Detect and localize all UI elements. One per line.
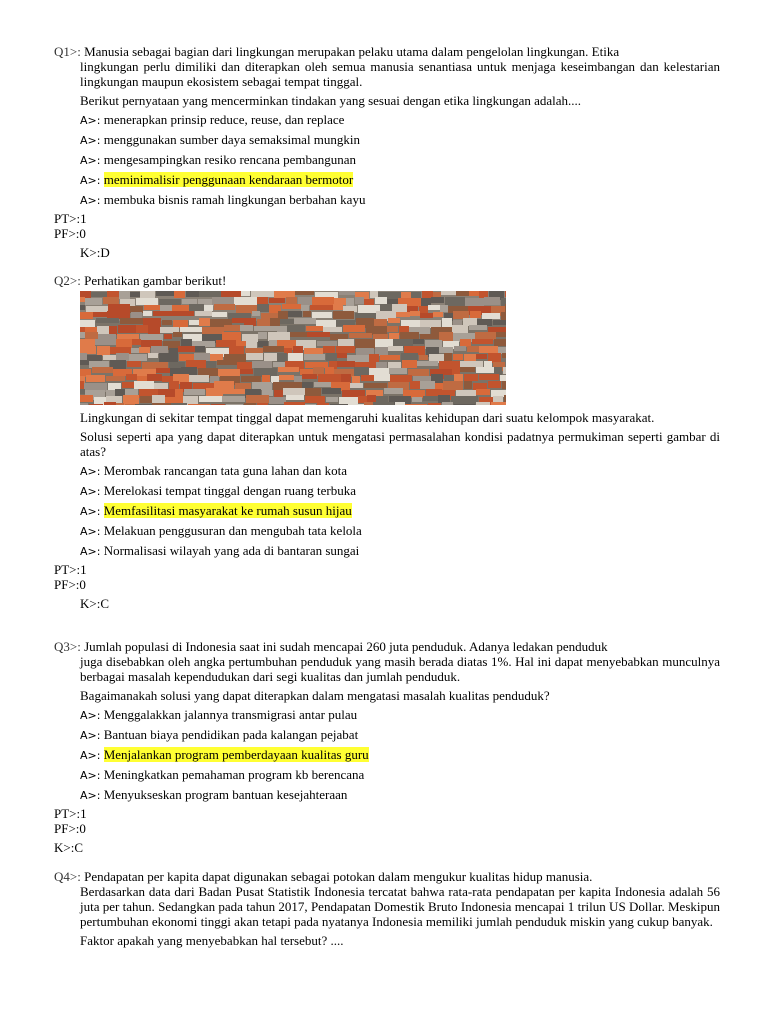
option-e: A>: Normalisasi wilayah yang ada di bantaran sungai bbox=[80, 543, 360, 558]
question-title: Perhatikan gambar berikut! bbox=[84, 273, 227, 288]
option-c-correct: A>: Memfasilitasi masyarakat ke rumah susun hijau bbox=[80, 503, 352, 518]
option-a: A>: Merombak rancangan tata guna lahan dan kota bbox=[80, 463, 347, 478]
option-b: A>: Merelokasi tempat tinggal dengan ruang terbuka bbox=[80, 483, 357, 498]
question-2 bbox=[54, 273, 720, 611]
option-b: A>: menggunakan sumber daya semaksimal mungkin bbox=[80, 132, 361, 147]
option-d: A>: Meningkatkan pemahaman program kb berencana bbox=[80, 767, 365, 782]
question-label: Q1>: bbox=[54, 44, 81, 59]
question-lead-text: Manusia sebagai bagian dari lingkungan merupakan pelaku utama dalam bbox=[84, 44, 464, 59]
option-d-correct: A>: meminimalisir penggunaan kendaraan bermotor bbox=[80, 172, 354, 187]
question-1-intro bbox=[54, 44, 720, 59]
question-4 bbox=[54, 869, 720, 948]
question-intro-rest: juga disebabkan oleh angka pertumbuhan penduduk yang masih berada diatas 1%. Hal ini dapat menyebabkan munculnya berbagai masalah kependudukan dari segi kualitas dan jumlah penduduk. bbox=[80, 654, 720, 684]
question-lead-text: Jumlah populasi di Indonesia saat ini sudah mencapai 260 juta penduduk. bbox=[84, 639, 467, 654]
question-label: Q4>: bbox=[54, 869, 81, 884]
option-c: A>: mengesampingkan resiko rencana pembangunan bbox=[80, 152, 357, 167]
point-true: PT>:1 bbox=[54, 211, 87, 226]
option-c-correct: A>: Menjalankan program pemberdayaan kualitas guru bbox=[80, 747, 369, 762]
question-label: Q3>: bbox=[54, 639, 81, 654]
point-true: PT>:1 bbox=[54, 806, 87, 821]
question-lead-rest: Adanya ledakan penduduk bbox=[466, 639, 608, 654]
point-false: PF>:0 bbox=[54, 821, 86, 836]
answer-key: K>:C bbox=[80, 596, 110, 611]
question-1 bbox=[54, 44, 720, 260]
question-2-title bbox=[54, 273, 720, 288]
option-e: A>: membuka bisnis ramah lingkungan berbahan kayu bbox=[80, 192, 366, 207]
question-3 bbox=[54, 639, 720, 855]
question-intro-rest: lingkungan perlu dimiliki dan diterapkan oleh semua manusia senantiasa untuk menjaga keseimbangan dan kelestarian lingkungan maupun ekosistem sebagai tempat tinggal. bbox=[80, 59, 720, 89]
point-true: PT>:1 bbox=[54, 562, 87, 577]
dense-settlement-photo bbox=[80, 291, 506, 405]
option-d: A>: Melakuan penggusuran dan mengubah tata kelola bbox=[80, 523, 362, 538]
question-prompt: Faktor apakah yang menyebabkan hal tersebut? .... bbox=[80, 933, 344, 948]
question-prompt: Bagaimanakah solusi yang dapat diterapkan dalam mengatasi masalah kualitas penduduk? bbox=[80, 688, 550, 703]
question-intro-rest: Berdasarkan data dari Badan Pusat Statistik Indonesia tercatat bahwa rata-rata pendapatan per kapita Indonesia adalah 56 juta per tahun. Sedangkan pada tahun 2017, Pendapatan Domestik Bruto Indonesia mencapai 1 trilun US Dollar. Meskipun pertumbuhan ekonomi tinggi akan tetapi pada nyatanya Indonesia memiliki jumlah penduduk miskin yang cukup banyak. bbox=[80, 884, 720, 929]
option-e: A>: Menyukseskan program bantuan kesejahteraan bbox=[80, 787, 348, 802]
question-prompt: Berikut pernyataan yang mencerminkan tindakan yang sesuai dengan etika lingkungan adalah.... bbox=[80, 93, 582, 108]
question-4-intro bbox=[54, 869, 720, 884]
point-false: PF>:0 bbox=[54, 226, 86, 241]
option-b: A>: Bantuan biaya pendidikan pada kalangan pejabat bbox=[80, 727, 359, 742]
question-paragraph-1: Lingkungan di sekitar tempat tinggal dapat memengaruhi kualitas kehidupan dari suatu kelompok masyarakat. bbox=[80, 410, 655, 425]
answer-key: K>:C bbox=[54, 840, 84, 855]
question-label: Q2>: bbox=[54, 273, 81, 288]
option-a: A>: menerapkan prinsip reduce, reuse, dan replace bbox=[80, 112, 345, 127]
question-lead-text: Pendapatan per kapita dapat digunakan sebagai potokan dalam mengukur bbox=[84, 869, 467, 884]
answer-key: K>:D bbox=[80, 245, 110, 260]
question-paragraph-2: Solusi seperti apa yang dapat diterapkan untuk mengatasi permasalahan kondisi padatnya permukiman seperti gambar di atas? bbox=[80, 429, 720, 459]
question-3-intro bbox=[54, 639, 720, 654]
point-false: PF>:0 bbox=[54, 577, 86, 592]
question-lead-rest: pengelolan lingkungan. Etika bbox=[463, 44, 620, 59]
option-a: A>: Menggalakkan jalannya transmigrasi antar pulau bbox=[80, 707, 358, 722]
question-lead-rest: kualitas hidup manusia. bbox=[466, 869, 593, 884]
